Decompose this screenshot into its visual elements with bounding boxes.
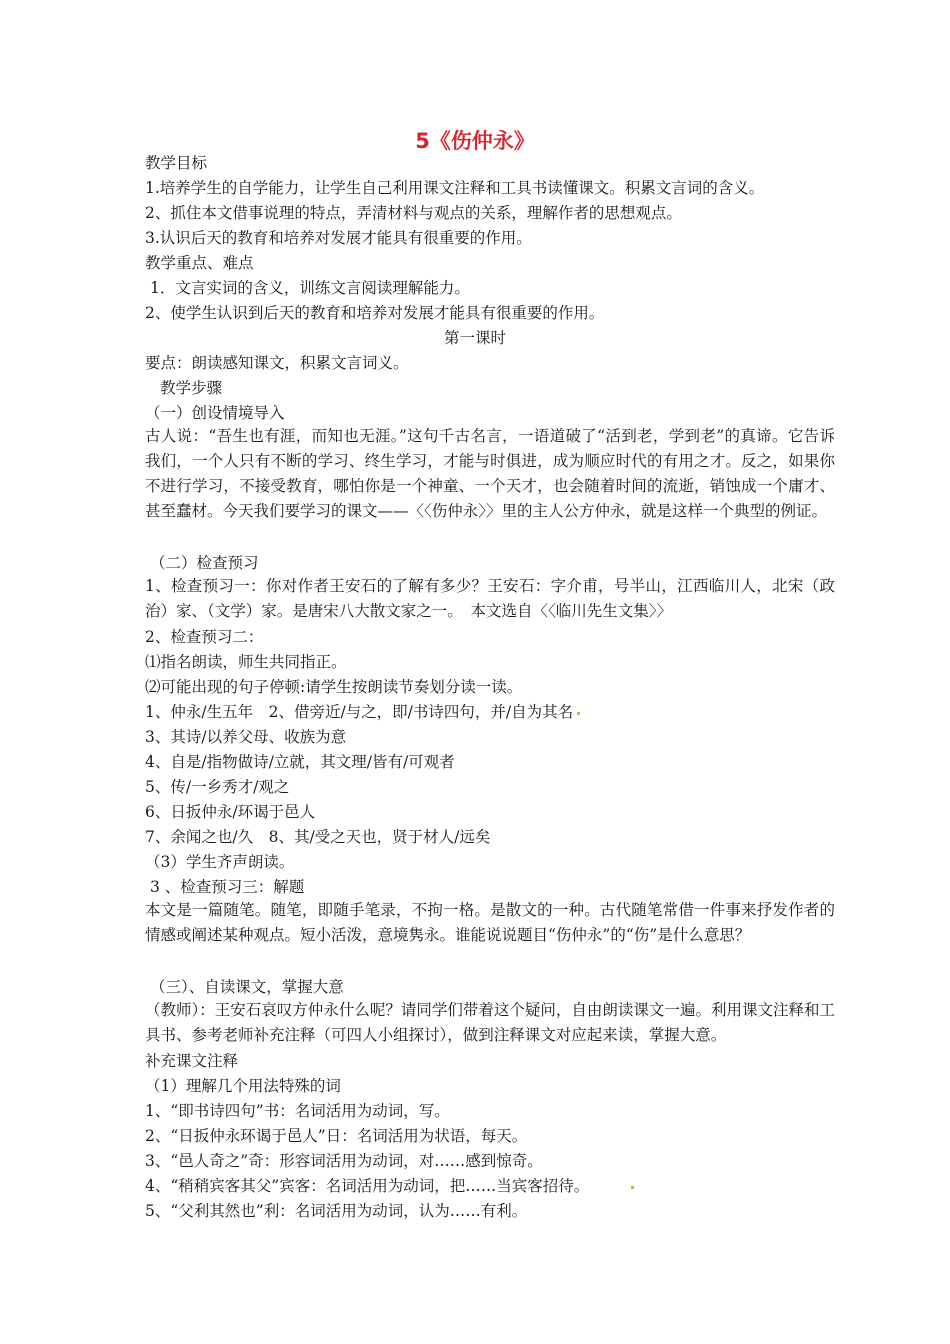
note-item: 5、“父利其然也”利：名词活用为动词，认为……有利。	[145, 1202, 528, 1220]
preview-item	[145, 701, 580, 723]
key-point-item: 2、使学生认识到后天的教育和培养对发展才能具有很重要的作用。	[145, 304, 605, 322]
preview-item: ⑵可能出现的句子停顿:请学生按朗读节奏划分读一读。	[145, 678, 523, 696]
preview-item: （3）学生齐声朗读。	[145, 853, 295, 871]
page-title: 5《伤仲永》	[415, 129, 535, 153]
key-points-heading: 教学重点、难点	[145, 254, 254, 272]
notes-subheading: （1）理解几个用法特殊的词	[145, 1077, 341, 1095]
objectives-heading: 教学目标	[145, 154, 208, 172]
mark-dot	[631, 1186, 634, 1189]
intro-text: 古人说：“吾生也有涯，而知也无涯。”这句千古名言，一语道破了“活到老，学到老”的真谛。它告诉我们，一个人只有不断的学习、终生学习，才能与时俱进，成为顺应时代的有用之才。反之，如果你不进行学习，不接受教育，哪怕你是一个神童、一个天才，也会随着时间的流逝，销蚀成一个庸才、甚至蠢材。今天我们要学习的课文——〈〈伤仲永〉〉里的主人公方仲永，就是这样一个典型的例证。	[145, 427, 835, 520]
notes-heading: 补充课文注释	[145, 1052, 239, 1070]
objective-item: 3.认识后天的教育和培养对发展才能具有很重要的作用。	[145, 229, 532, 247]
key-point-item: 1．文言实词的含义，训练文言阅读理解能力。	[150, 279, 470, 297]
note-item	[145, 1175, 634, 1197]
note-item: 3、“邑人奇之”奇：形容词活用为动词，对……感到惊奇。	[145, 1152, 543, 1170]
section-paragraph	[145, 574, 835, 624]
steps-heading: 教学步骤	[160, 379, 223, 397]
preview-item: 4、自是/指物做诗/立就，其文理/皆有/可观者	[145, 753, 455, 771]
preview-item: ⑴指名朗读，师生共同指正。	[145, 653, 347, 671]
note-item-text: 4、“稍稍宾客其父”宾客：名词活用为动词，把……当宾客招待。	[145, 1177, 590, 1195]
section-paragraph	[145, 998, 835, 1048]
section-heading: （三）、自读课文，掌握大意	[150, 978, 344, 996]
lesson-focus: 要点：朗读感知课文，积累文言词义。	[145, 354, 409, 372]
self-reading-text: （教师）：王安石哀叹方仲永什么呢？请同学们带着这个疑问，自由朗读课文一遍。利用课文注释和工具书、参考老师补充注释（可四人小组探讨），做到注释课文对应起来读，掌握大意。	[145, 1001, 835, 1044]
preview-two-heading: 2、检查预习二：	[145, 628, 264, 646]
lesson-heading: 第一课时	[443, 329, 506, 347]
section-paragraph	[145, 424, 835, 524]
mark-dot	[577, 712, 580, 715]
note-item: 2、“日扳仲永环谒于邑人”日：名词活用为状语，每天。	[145, 1127, 528, 1145]
section-heading: （一）创设情境导入	[145, 404, 285, 422]
preview-one-text: 1、检查预习一：你对作者王安石的了解有多少？王安石：字介甫，号半山，江西临川人，北宋（政治）家、（文学）家。是唐宋八大散文家之一。 本文选自〈〈临川先生文集〉〉	[145, 577, 835, 620]
preview-item: 7、余闻之也/久 8、其/受之天也，贤于材人/远矣	[145, 828, 491, 846]
preview-item-text: 1、仲永/生五年 2、借旁近/与之，即/书诗四句，并/自为其名	[145, 703, 574, 721]
preview-item: 5、传/一乡秀才/观之	[145, 778, 290, 796]
section-paragraph	[145, 898, 835, 948]
preview-three-text: 本文是一篇随笔。随笔，即随手笔录，不拘一格。是散文的一种。古代随笔常借一件事来抒发作者的情感或阐述某种观点。短小活泼，意境隽永。谁能说说题目“伤仲永”的“伤”是什么意思？	[145, 901, 835, 944]
preview-item: 3、其诗/以养父母、收族为意	[145, 728, 347, 746]
objective-item: 1.培养学生的自学能力，让学生自己利用课文注释和工具书读懂课文。积累文言词的含义。	[145, 179, 765, 197]
preview-item: 6、日扳仲永/环谒于邑人	[145, 803, 316, 821]
note-item: 1、“即书诗四句”书：名词活用为动词，写。	[145, 1102, 450, 1120]
preview-three-heading: 3 、检查预习三：解题	[150, 878, 305, 896]
section-heading: （二）检查预习	[150, 554, 259, 572]
objective-item: 2、抓住本文借事说理的特点，弄清材料与观点的关系，理解作者的思想观点。	[145, 204, 682, 222]
